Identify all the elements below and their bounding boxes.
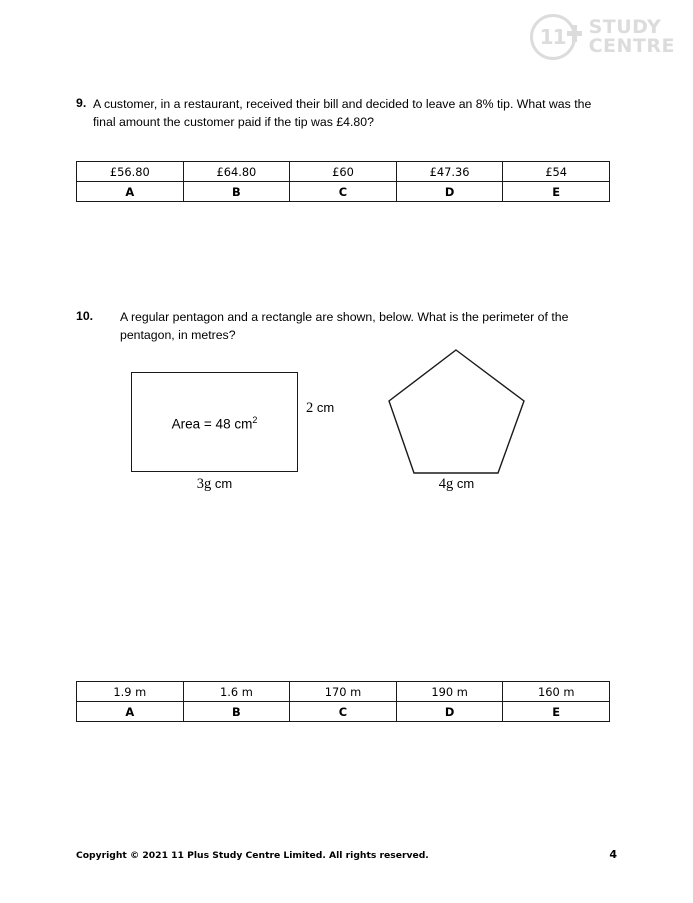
logo-mark xyxy=(530,14,576,60)
answer-value-c[interactable]: £60 xyxy=(290,162,397,182)
pentagon-base-value: 4g xyxy=(438,476,454,492)
answer-value-c[interactable]: 170 m xyxy=(290,682,397,702)
footer-page-number: 4 xyxy=(609,848,617,861)
table-row-values xyxy=(77,162,610,182)
rectangle-shape xyxy=(131,372,298,472)
rectangle-area-exponent: 2 xyxy=(252,415,258,425)
answer-letter-c[interactable]: C xyxy=(290,702,397,722)
question-10 xyxy=(76,309,616,345)
question-10-number: 10. xyxy=(76,309,94,323)
logo-wordmark xyxy=(589,18,675,55)
table-row-letters xyxy=(77,182,610,202)
question-10-text: A regular pentagon and a rectangle are shown, below. What is the perimeter of the pentagon, in metres? xyxy=(120,310,569,342)
answer-letter-d[interactable]: D xyxy=(396,182,503,202)
answer-value-a[interactable]: 1.9 m xyxy=(77,682,184,702)
answer-letter-a[interactable]: A xyxy=(77,182,184,202)
question-9-text: A customer, in a restaurant, received their bill and decided to leave an 8% tip. What was the final amount the customer paid if the tip was £4.80? xyxy=(93,97,592,129)
pentagon-shape xyxy=(384,345,529,477)
answer-options-table-10 xyxy=(76,681,610,722)
answer-letter-b[interactable]: B xyxy=(183,182,290,202)
logo-11-text: 11 xyxy=(539,25,566,49)
rectangle-area-label xyxy=(132,415,297,432)
answer-value-d[interactable]: £47.36 xyxy=(396,162,503,182)
answer-value-a[interactable]: £56.80 xyxy=(77,162,184,182)
pentagon-outline xyxy=(389,350,524,473)
logo-word-centre: CENTRE xyxy=(588,35,675,57)
pentagon-base-label xyxy=(384,476,529,493)
rectangle-base-value: 3g xyxy=(196,476,212,492)
answer-value-e[interactable]: £54 xyxy=(503,162,610,182)
answer-value-b[interactable]: £64.80 xyxy=(183,162,290,182)
rectangle-height-value: 2 xyxy=(306,400,314,416)
rectangle-area-text: Area = 48 cm xyxy=(171,416,253,432)
answer-letter-c[interactable]: C xyxy=(290,182,397,202)
answer-value-d[interactable]: 190 m xyxy=(396,682,503,702)
question-9 xyxy=(76,96,616,132)
table-row-values xyxy=(77,682,610,702)
logo-word-study: STUDY xyxy=(588,16,662,39)
pentagon-base-unit: cm xyxy=(456,476,475,491)
plus-icon xyxy=(566,25,582,41)
rectangle-height-unit: cm xyxy=(316,400,335,415)
answer-options-table-9 xyxy=(76,161,610,202)
question-9-number: 9. xyxy=(76,96,87,110)
footer-copyright: Copyright © 2021 11 Plus Study Centre Limited. All rights reserved. xyxy=(76,850,429,861)
answer-value-e[interactable]: 160 m xyxy=(503,682,610,702)
answer-value-b[interactable]: 1.6 m xyxy=(183,682,290,702)
answer-letter-a[interactable]: A xyxy=(77,702,184,722)
rectangle-base-unit: cm xyxy=(214,476,233,491)
answer-letter-e[interactable]: E xyxy=(503,702,610,722)
answer-letter-b[interactable]: B xyxy=(183,702,290,722)
rectangle-base-label xyxy=(131,476,298,493)
answer-letter-d[interactable]: D xyxy=(396,702,503,722)
answer-letter-e[interactable]: E xyxy=(503,182,610,202)
rectangle-height-label xyxy=(306,400,334,417)
brand-logo-watermark xyxy=(530,14,675,60)
table-row-letters xyxy=(77,702,610,722)
